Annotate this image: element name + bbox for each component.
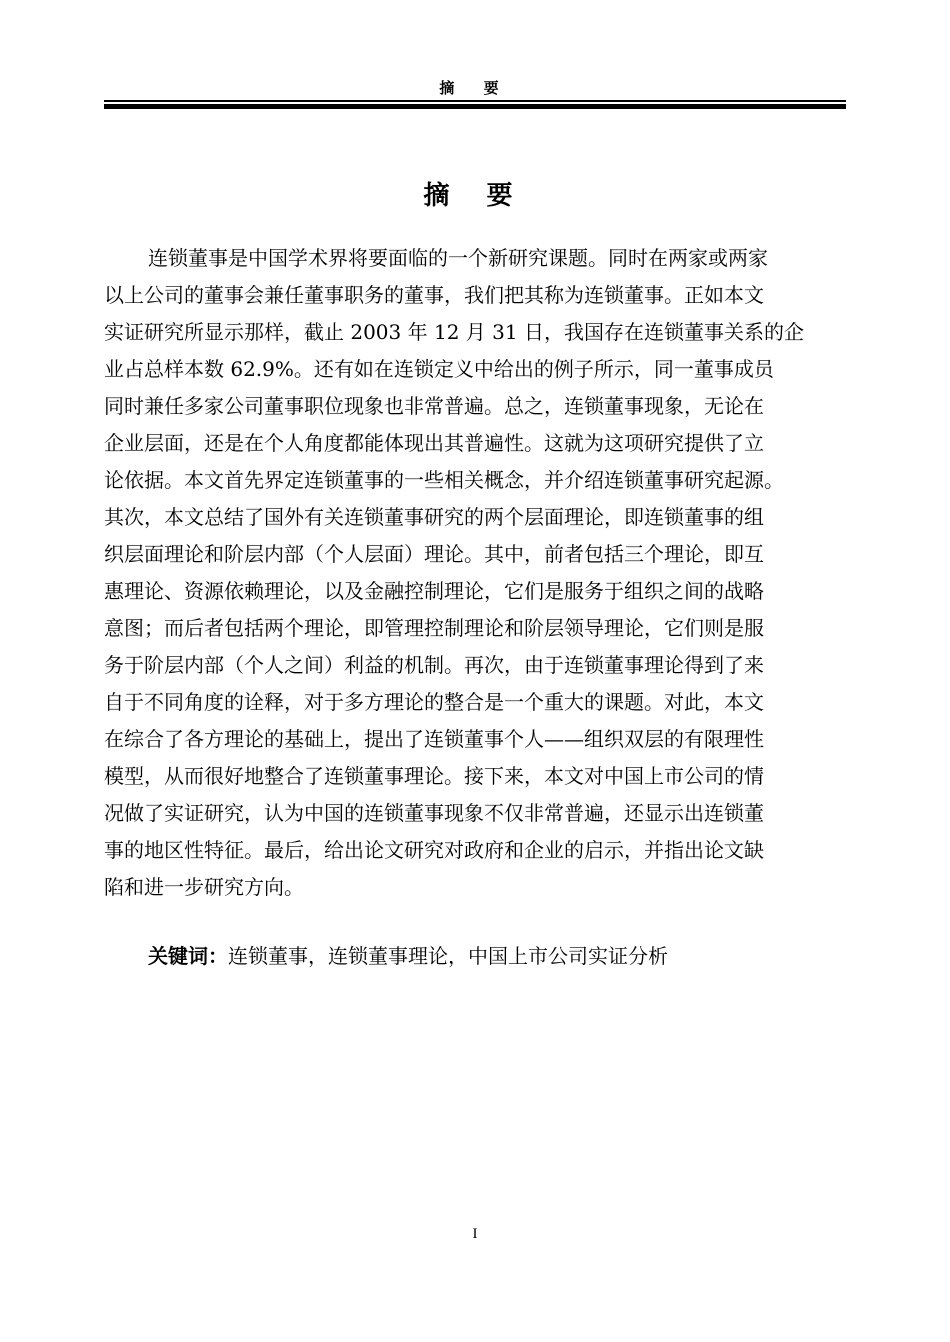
abstract-line: 惠理论、资源依赖理论，以及金融控制理论，它们是服务于组织之间的战略 xyxy=(104,579,764,603)
keywords xyxy=(148,938,668,975)
abstract-line: 其次，本文总结了国外有关连锁董事研究的两个层面理论，即连锁董事的组 xyxy=(104,505,764,529)
abstract-line: 意图；而后者包括两个理论，即管理控制理论和阶层领导理论，它们则是服 xyxy=(104,616,764,640)
abstract-line: 连锁董事是中国学术界将要面临的一个新研究课题。同时在两家或两家 xyxy=(148,246,768,270)
abstract-line: 自于不同角度的诠释，对于多方理论的整合是一个重大的课题。对此，本文 xyxy=(104,690,764,714)
abstract-line: 论依据。本文首先界定连锁董事的一些相关概念，并介绍连锁董事研究起源。 xyxy=(104,468,784,492)
abstract-line: 同时兼任多家公司董事职位现象也非常普遍。总之，连锁董事现象，无论在 xyxy=(104,394,764,418)
header-rule-thick xyxy=(104,104,846,109)
abstract-line: 业占总样本数 62.9%。还有如在连锁定义中给出的例子所示，同一董事成员 xyxy=(104,357,774,381)
header-rule-thin xyxy=(104,100,846,102)
running-header: 摘 要 xyxy=(439,79,511,97)
abstract-line: 事的地区性特征。最后，给出论文研究对政府和企业的启示，并指出论文缺 xyxy=(104,838,764,862)
page-title: 摘 要 xyxy=(423,181,527,211)
abstract-line: 以上公司的董事会兼任董事职务的董事，我们把其称为连锁董事。正如本文 xyxy=(104,283,764,307)
abstract-line: 模型，从而很好地整合了连锁董事理论。接下来，本文对中国上市公司的情 xyxy=(104,764,764,788)
abstract-line: 企业层面，还是在个人角度都能体现出其普遍性。这就为这项研究提供了立 xyxy=(104,431,764,455)
abstract-line: 实证研究所显示那样，截止 2003 年 12 月 31 日，我国存在连锁董事关系的企 xyxy=(104,320,804,344)
abstract-line: 在综合了各方理论的基础上，提出了连锁董事个人——组织双层的有限理性 xyxy=(104,727,764,751)
abstract-line: 况做了实证研究，认为中国的连锁董事现象不仅非常普遍，还显示出连锁董 xyxy=(104,801,764,825)
page-number: I xyxy=(472,1226,478,1242)
abstract-body xyxy=(104,240,856,906)
abstract-line: 陷和进一步研究方向。 xyxy=(104,875,304,899)
abstract-line: 务于阶层内部（个人之间）利益的机制。再次，由于连锁董事理论得到了来 xyxy=(104,653,764,677)
keywords-value: 连锁董事，连锁董事理论，中国上市公司实证分析 xyxy=(228,944,668,968)
abstract-line: 织层面理论和阶层内部（个人层面）理论。其中，前者包括三个理论，即互 xyxy=(104,542,764,566)
keywords-label: 关键词： xyxy=(148,944,228,968)
